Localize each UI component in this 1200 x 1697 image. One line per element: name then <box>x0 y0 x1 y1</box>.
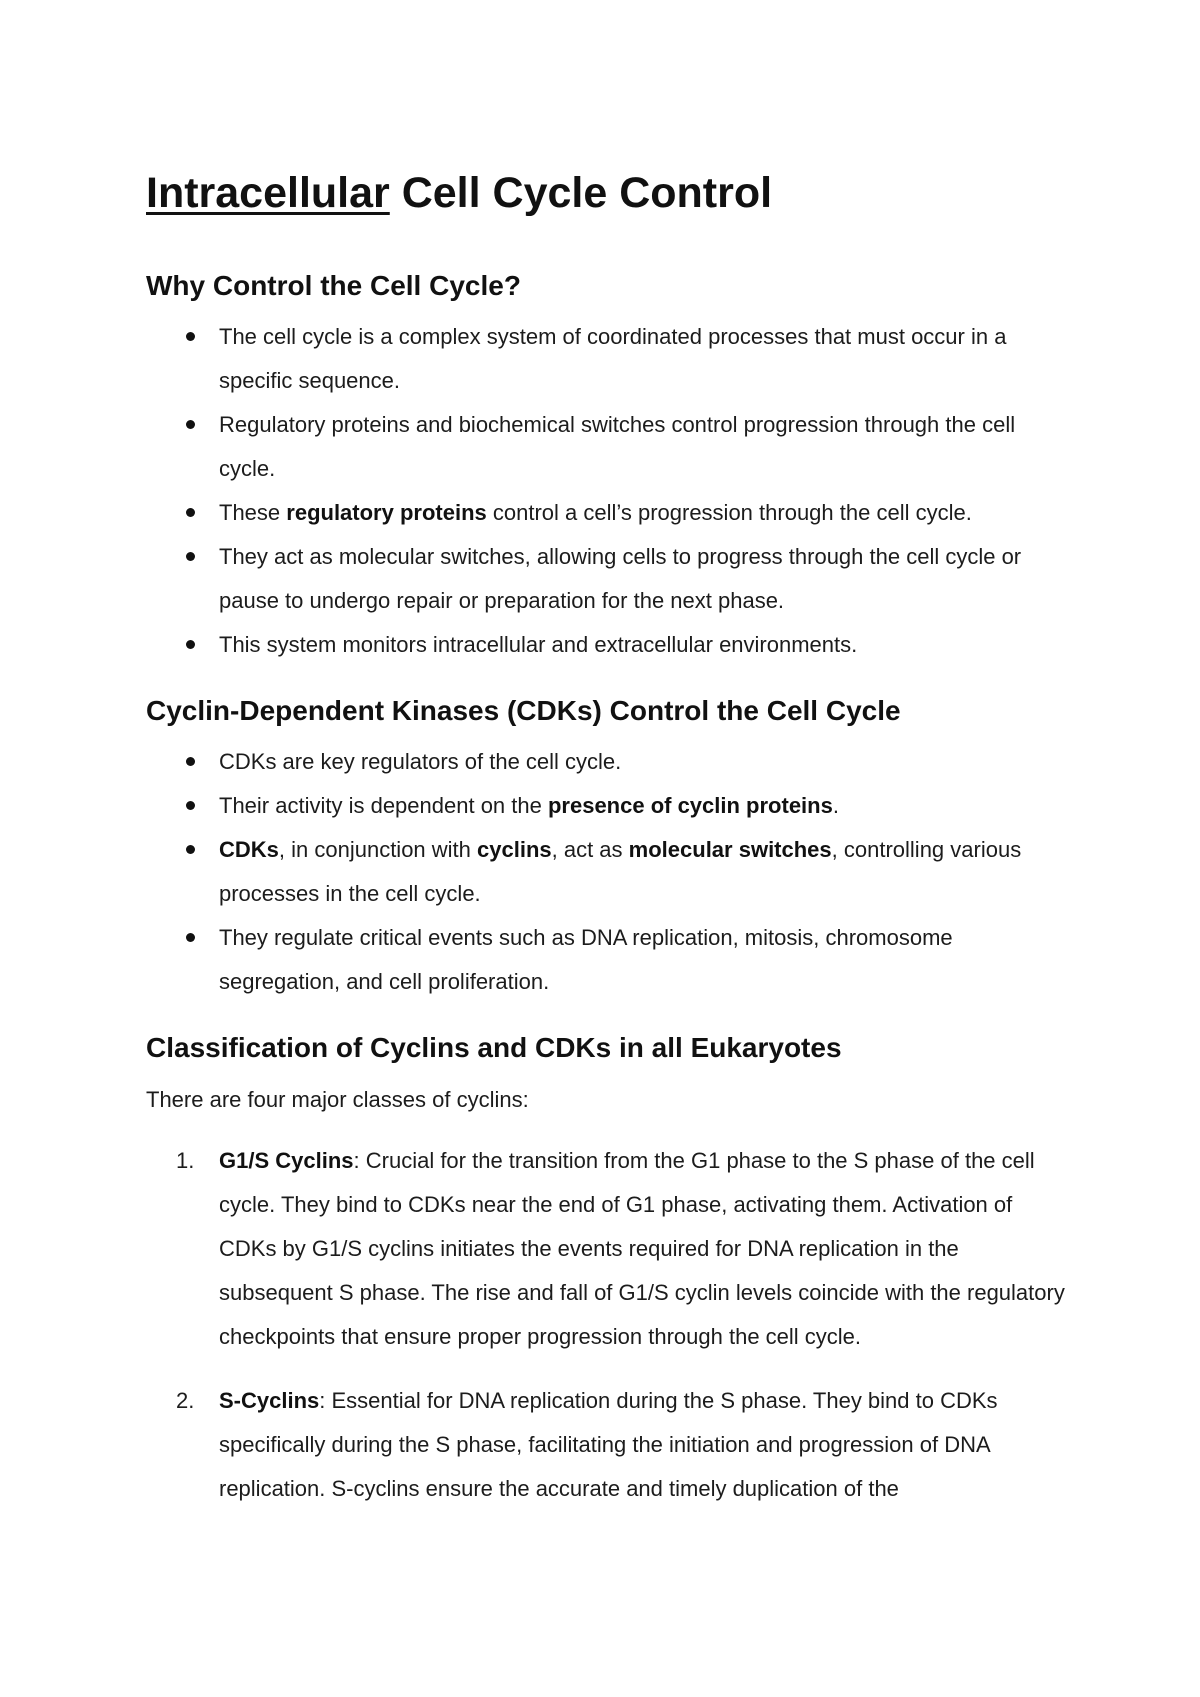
bullet-icon <box>186 508 195 517</box>
page-title <box>146 166 772 220</box>
list-item <box>146 1139 1066 1359</box>
bullet-text: They regulate critical events such as DNA replication, mitosis, chromosome segregation, and cell proliferation. <box>219 925 953 994</box>
title-rest: Cell Cycle Control <box>389 169 773 217</box>
classification-intro: There are four major classes of cyclins: <box>146 1087 529 1112</box>
item-text: : Essential for DNA replication during the S phase. They bind to CDKs specifically during the S phase, facilitating the initiation and progression of DNA replication. S-cyclins ensure the accurate and timely duplication of the <box>219 1388 998 1501</box>
bold-term: CDKs <box>219 837 279 862</box>
cyclin-class-list <box>146 1139 1066 1511</box>
list-number: 1. <box>176 1148 195 1173</box>
bullet-text: They act as molecular switches, allowing cells to progress through the cell cycle or pause to undergo repair or preparation for the next phase. <box>219 544 1022 613</box>
bullet-text: Regulatory proteins and biochemical switches control progression through the cell cycle. <box>219 412 1016 481</box>
bullet-text: CDKs are key regulators of the cell cycle. <box>219 749 622 774</box>
list-item <box>146 740 1066 784</box>
list-item <box>146 315 1066 403</box>
section-heading-why-control: Why Control the Cell Cycle? <box>146 270 521 301</box>
bold-term: regulatory proteins <box>286 500 487 525</box>
list-number: 2. <box>176 1388 195 1413</box>
section-heading-classification: Classification of Cyclins and CDKs in all Eukaryotes <box>146 1032 842 1063</box>
bullet-icon <box>186 933 195 942</box>
bold-term: cyclins <box>477 837 552 862</box>
list-item <box>146 535 1066 623</box>
bullet-text: This system monitors intracellular and extracellular environments. <box>219 632 858 657</box>
bullet-text: . <box>832 793 839 818</box>
section-heading-cdks: Cyclin-Dependent Kinases (CDKs) Control the Cell Cycle <box>146 695 901 726</box>
list-item <box>146 623 1066 667</box>
bold-term: S-Cyclins <box>219 1388 320 1413</box>
bullet-text: control a cell’s progression through the cell cycle. <box>486 500 972 525</box>
list-item <box>146 491 1066 535</box>
list-item <box>146 784 1066 828</box>
title-underlined-word: Intracellular <box>146 169 390 217</box>
cdks-bullet-list <box>146 740 1066 1004</box>
bullet-text: The cell cycle is a complex system of coordinated processes that must occur in a specific sequence. <box>219 324 1007 393</box>
bullet-icon <box>186 757 195 766</box>
bullet-text: , controlling various processes in the cell cycle. <box>219 837 1022 906</box>
bold-term: molecular switches <box>628 837 832 862</box>
bold-term: presence of cyclin proteins <box>547 793 833 818</box>
item-text: : Crucial for the transition from the G1 phase to the S phase of the cell cycle. They bind to CDKs near the end of G1 phase, activating them. Activation of CDKs by G1/S cyclins initiates the events required for DNA replication in the subsequent S phase. The rise and fall of G1/S cyclin levels coincide with the regulatory checkpoints that ensure proper progression through the cell cycle. <box>219 1148 1065 1349</box>
bullet-text: These <box>219 500 287 525</box>
list-item <box>146 828 1066 916</box>
why-control-bullet-list <box>146 315 1066 667</box>
list-item <box>146 1379 1066 1511</box>
bullet-text: , act as <box>551 837 629 862</box>
bullet-text: , in conjunction with <box>278 837 478 862</box>
bullet-icon <box>186 845 195 854</box>
bullet-icon <box>186 552 195 561</box>
bold-term: G1/S Cyclins <box>219 1148 354 1173</box>
bullet-text: Their activity is dependent on the <box>219 793 548 818</box>
bullet-icon <box>186 332 195 341</box>
list-item <box>146 916 1066 1004</box>
bullet-icon <box>186 801 195 810</box>
list-item <box>146 403 1066 491</box>
bullet-icon <box>186 640 195 649</box>
bullet-icon <box>186 420 195 429</box>
